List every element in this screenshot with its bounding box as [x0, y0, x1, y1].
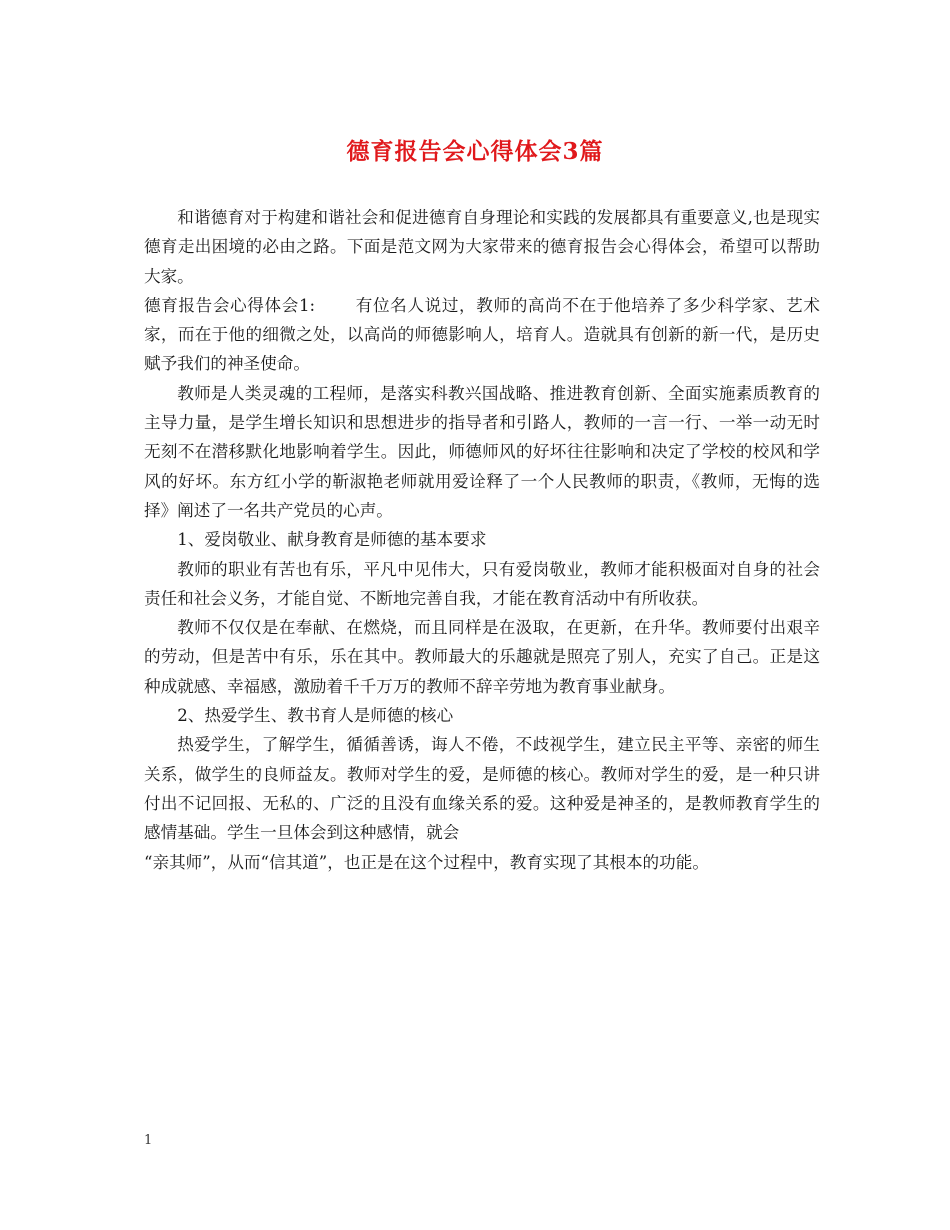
paragraph-devotion: 教师不仅仅是在奉献、在燃烧，而且同样是在汲取，在更新，在升华。教师要付出艰辛的劳动，但是苦中有乐，乐在其中。教师最大的乐趣就是照亮了别人，充实了自己。正是这种成就感、幸福感，激励着千千万万的教师不辞辛劳地为教育事业献身。	[144, 618, 820, 696]
paragraph-profession: 教师的职业有苦也有乐，平凡中见伟大，只有爱岗敬业，教师才能积极面对自身的社会责任和社会义务，才能自觉、不断地完善自我，才能在教育活动中有所收获。	[144, 559, 820, 608]
heading-dedication: 1、爱岗敬业、献身教育是师德的基本要求	[177, 530, 487, 550]
paragraph-love-students-end: “亲其师”，从而“信其道”，也正是在这个过程中，教育实现了其根本的功能。	[144, 852, 709, 872]
section1-text: 有位名人说过，教师的高尚不在于他培养了多少科学家、艺术家，而在于他的细微之处，以高尚的师德影响人，培育人。造就具有创新的新一代，是历史赋予我们的神圣使命。	[144, 295, 820, 374]
document-body	[144, 203, 820, 877]
heading-love-students: 2、热爱学生、教书育人是师德的核心	[177, 706, 454, 726]
section1-label: 德育报告会心得体会1:	[144, 295, 316, 315]
paragraph-teacher-role: 教师是人类灵魂的工程师，是落实科教兴国战略、推进教育创新、全面实施素质教育的主导力量，是学生增长知识和思想进步的指导者和引路人，教师的一言一行、一举一动无时无刻不在潜移默化地影响着学生。因此，师德师风的好坏往往影响和决定了学校的校风和学风的好坏。东方红小学的靳淑艳老师就用爱诠释了一个人民教师的职责，《教师，无悔的选择》阐述了一名共产党员的心声。	[144, 383, 820, 520]
page-number: 1	[144, 1133, 153, 1148]
paragraph-love-students: 热爱学生，了解学生，循循善诱，诲人不倦，不歧视学生，建立民主平等、亲密的师生关系，做学生的良师益友。教师对学生的爱，是师德的核心。教师对学生的爱，是一种只讲付出不记回报、无私的、广泛的且没有血缘关系的爱。这种爱是神圣的，是教师教育学生的感情基础。学生一旦体会到这种感情，就会	[144, 735, 820, 843]
document-title: 德育报告会心得体会3篇	[346, 138, 604, 165]
intro-paragraph: 和谐德育对于构建和谐社会和促进德育自身理论和实践的发展都具有重要意义,也是现实德育走出困境的必由之路。下面是范文网为大家带来的德育报告会心得体会，希望可以帮助大家。	[144, 208, 820, 286]
section1-paragraph	[144, 291, 820, 379]
